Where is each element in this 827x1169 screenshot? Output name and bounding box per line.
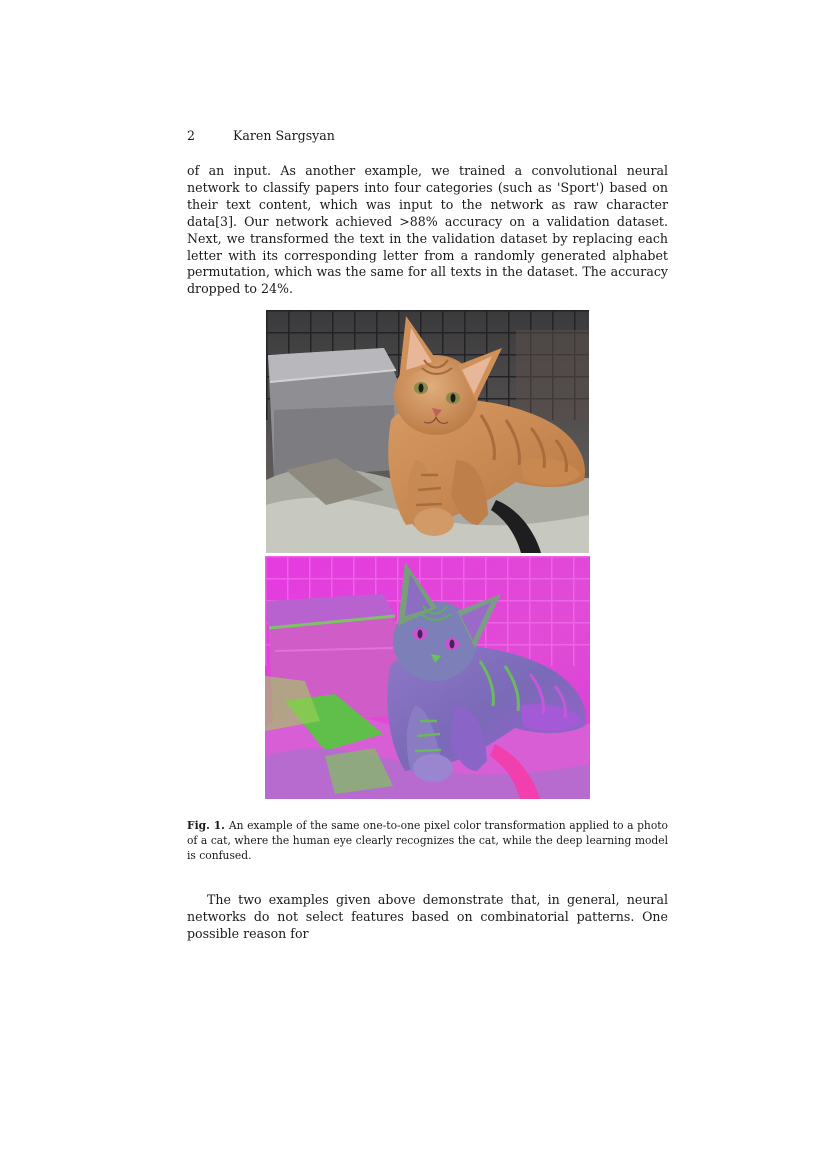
figure-1 (265, 310, 590, 800)
cat-photo-transformed (265, 556, 590, 799)
running-head (187, 128, 668, 144)
body-paragraph: of an input. As another example, we trained a convolutional neural network to classify papers into four categories (such as 'Sport') based on their text content, which was input to the network as raw character data[3]. Our network achieved >88% accuracy on a validation dataset. Next, we transformed the text in the validation dataset by replacing each letter with its corresponding letter from a randomly generated alphabet permutation, which was the same for all texts in the dataset. The accuracy dropped to 24%. (187, 163, 668, 297)
figure-caption (187, 818, 668, 864)
figure-caption-text: An example of the same one-to-one pixel color transformation applied to a photo of a cat, where the human eye clearly recognizes the cat, while the deep learning model is confused. (187, 819, 668, 863)
cat-photo-original (266, 310, 589, 553)
body-paragraph: The two examples given above demonstrate that, in general, neural networks do not select features based on combinatorial patterns. One possible reason for (187, 892, 668, 941)
figure-label: Fig. 1. (187, 819, 225, 832)
author-name: Karen Sargsyan (233, 128, 335, 143)
page-number: 2 (187, 128, 196, 143)
